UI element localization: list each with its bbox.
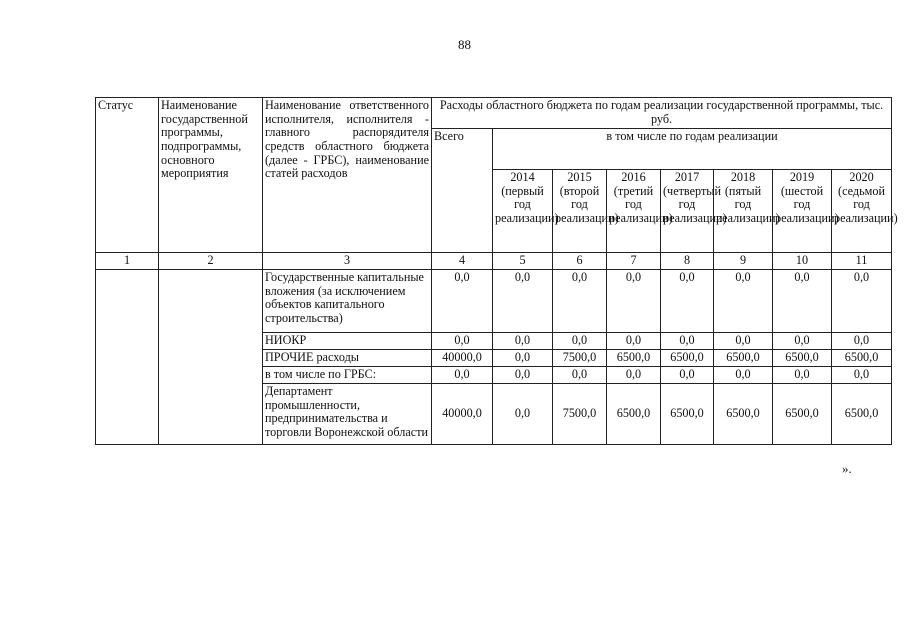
row-value: 6500,0 <box>832 384 892 445</box>
row-value: 0,0 <box>607 367 661 384</box>
row-value: 0,0 <box>493 384 553 445</box>
header-total: Всего <box>432 129 493 253</box>
header-year: 2015 (второй год реализации) <box>553 170 607 253</box>
column-number: 1 <box>96 253 159 270</box>
header-year: 2018 (пятый год реализации) <box>714 170 773 253</box>
header-including-years: в том числе по годам реализации <box>493 129 892 170</box>
row-value: 0,0 <box>553 333 607 350</box>
header-expenses: Расходы областного бюджета по годам реализации государственной программы, тыс. руб. <box>432 98 892 129</box>
row-value: 0,0 <box>661 367 714 384</box>
column-number: 10 <box>773 253 832 270</box>
header-status: Статус <box>96 98 159 253</box>
row-value: 0,0 <box>553 270 607 333</box>
row-value: 0,0 <box>832 367 892 384</box>
row-value: 0,0 <box>773 270 832 333</box>
row-value: 0,0 <box>432 367 493 384</box>
header-year: 2020 (седьмой год реализации) <box>832 170 892 253</box>
row-value: 0,0 <box>493 367 553 384</box>
table-row <box>96 270 892 333</box>
row-value: 6500,0 <box>714 384 773 445</box>
row-value: 0,0 <box>607 333 661 350</box>
header-executor: Наименование ответственного исполнителя, исполнителя - главного распорядителя средств областного бюджета (далее - ГРБС), наименование статей расходов <box>263 98 432 253</box>
column-number-row <box>96 253 892 270</box>
program-cell <box>159 270 263 445</box>
header-year: 2014 (первый год реализации) <box>493 170 553 253</box>
row-name: НИОКР <box>263 333 432 350</box>
column-number: 3 <box>263 253 432 270</box>
column-number: 4 <box>432 253 493 270</box>
row-value: 6500,0 <box>661 384 714 445</box>
row-value: 0,0 <box>607 270 661 333</box>
row-value: 0,0 <box>661 270 714 333</box>
budget-table <box>95 97 898 445</box>
row-value: 6500,0 <box>661 350 714 367</box>
row-value: 0,0 <box>493 350 553 367</box>
row-value: 6500,0 <box>832 350 892 367</box>
row-name: ПРОЧИЕ расходы <box>263 350 432 367</box>
header-row <box>96 98 892 129</box>
row-value: 6500,0 <box>607 350 661 367</box>
row-value: 0,0 <box>714 367 773 384</box>
status-cell <box>96 270 159 445</box>
row-value: 40000,0 <box>432 384 493 445</box>
row-value: 0,0 <box>493 333 553 350</box>
row-value: 6500,0 <box>773 384 832 445</box>
column-number: 7 <box>607 253 661 270</box>
column-number: 2 <box>159 253 263 270</box>
row-value: 0,0 <box>432 270 493 333</box>
page-number: 88 <box>458 37 471 52</box>
row-value: 6500,0 <box>714 350 773 367</box>
row-value: 0,0 <box>832 270 892 333</box>
row-value: 7500,0 <box>553 384 607 445</box>
header-year: 2017 (четвертый год реализации) <box>661 170 714 253</box>
row-value: 0,0 <box>714 270 773 333</box>
row-value: 0,0 <box>553 367 607 384</box>
column-number: 5 <box>493 253 553 270</box>
row-value: 0,0 <box>661 333 714 350</box>
row-value: 0,0 <box>493 270 553 333</box>
row-value: 40000,0 <box>432 350 493 367</box>
header-year: 2016 (третий год реализации) <box>607 170 661 253</box>
row-name: Департамент промышленности, предпринимательства и торговли Воронежской области <box>263 384 432 445</box>
row-value: 6500,0 <box>773 350 832 367</box>
row-value: 7500,0 <box>553 350 607 367</box>
column-number: 6 <box>553 253 607 270</box>
row-value: 0,0 <box>832 333 892 350</box>
header-program-name: Наименование государственной программы, подпрограммы, основного мероприятия <box>159 98 263 253</box>
row-value: 0,0 <box>773 333 832 350</box>
row-value: 0,0 <box>432 333 493 350</box>
row-name: Государственные капитальные вложения (за исключением объектов капитального строительства) <box>263 270 432 333</box>
column-number: 11 <box>832 253 892 270</box>
header-year: 2019 (шестой год реализации) <box>773 170 832 253</box>
column-number: 8 <box>661 253 714 270</box>
row-value: 0,0 <box>714 333 773 350</box>
row-value: 6500,0 <box>607 384 661 445</box>
closing-quote-mark: ». <box>842 461 852 476</box>
column-number: 9 <box>714 253 773 270</box>
row-name: в том числе по ГРБС: <box>263 367 432 384</box>
row-value: 0,0 <box>773 367 832 384</box>
